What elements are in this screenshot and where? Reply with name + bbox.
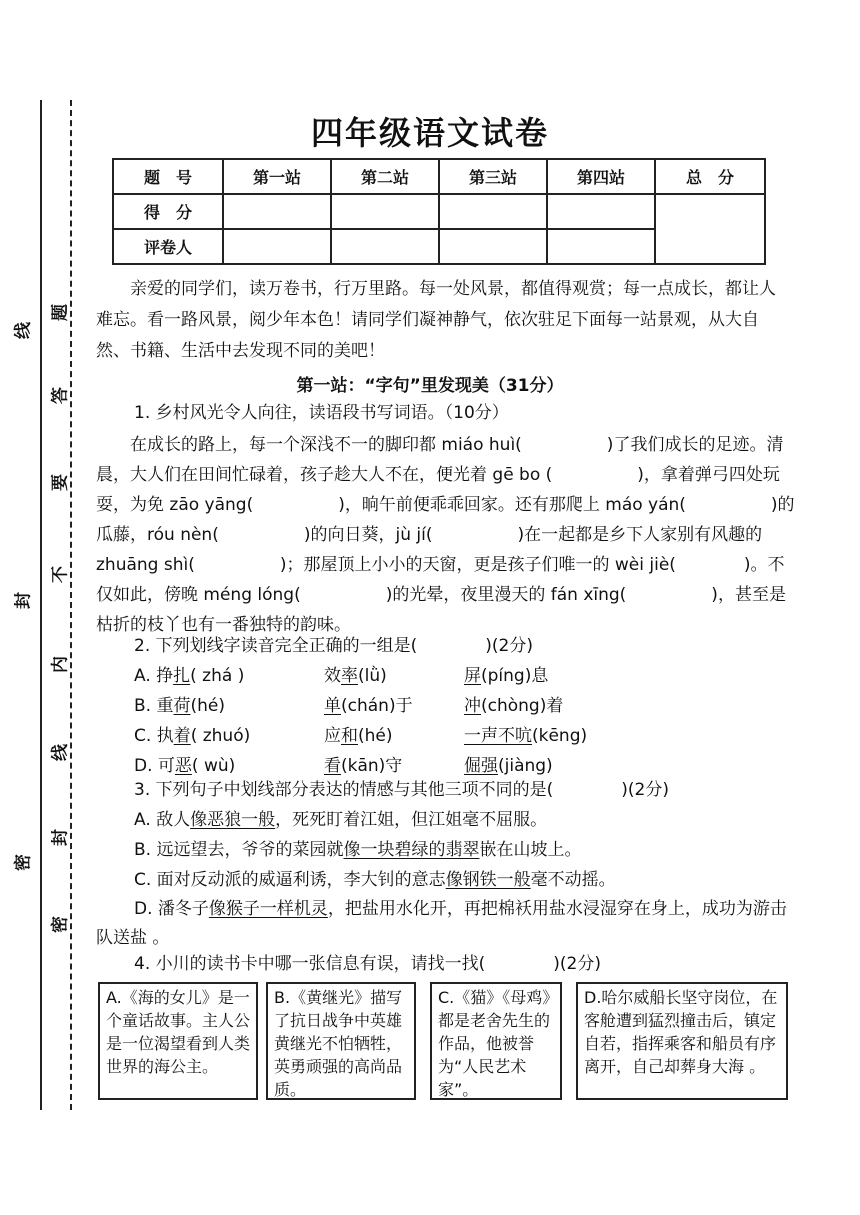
score-cell[interactable] <box>223 194 331 229</box>
table-row <box>113 194 765 229</box>
margin-char: 不 <box>50 566 71 583</box>
table-header-cell: 第四站 <box>547 159 655 194</box>
margin-char: 线 <box>13 322 34 339</box>
question-stem: 4. 小川的读书卡中哪一张信息有误，请找一找( )(2分) <box>134 954 601 974</box>
grader-cell[interactable] <box>223 229 331 264</box>
margin-char: 答 <box>50 387 71 404</box>
grader-cell[interactable] <box>331 229 439 264</box>
question-stem: 1. 乡村风光令人向往，读语段书写词语。（10分） <box>134 403 509 423</box>
table-header-cell: 第一站 <box>223 159 331 194</box>
grader-cell[interactable] <box>439 229 547 264</box>
margin-solid-line <box>40 100 42 1110</box>
grader-cell[interactable] <box>547 229 655 264</box>
margin-char: 要 <box>50 474 71 491</box>
question-4 <box>96 950 796 979</box>
question-2 <box>96 632 796 781</box>
margin-char: 封 <box>13 592 34 609</box>
margin-dashed-line <box>70 100 72 1110</box>
question-stem: 2. 下列划线字读音完全正确的一组是( )(2分) <box>134 636 533 656</box>
fill-in-paragraph: 在成长的路上，每一个深浅不一的脚印都 miáo huì( )了我们成长的足迹。清晨，大人们在田间忙碌着，孩子趁大人不在，便光着 gē bo ( )，拿着弹弓四处玩耍，为免 zāo yāng( )，晌午前便乖乖回家。还有那爬上 máo yán( )的瓜藤，róu nèn( )的向日葵，jù jí( )在一起都是乡下人家别有风趣的 zhuāng shì( )；那屋顶上小小的天窗，更是孩子们唯一的 wèi jiè( )。不仅如此，傍晚 méng lóng( )的光晕，夜里漫天的 fán xīng( )，甚至是枯折的枝丫也有一番独特的韵味。 <box>96 435 795 635</box>
reading-card-c[interactable]: C.《猫》《母鸡》都是老舍先生的作品，他被誉为“人民艺术家”。 <box>430 982 562 1100</box>
score-table <box>112 158 766 265</box>
margin-char: 题 <box>50 304 71 321</box>
reading-card-d[interactable]: D.哈尔威船长坚守岗位，在客舱遭到猛烈撞击后，镇定自若，指挥乘客和船员有序离开，自己却葬身大海 。 <box>576 982 788 1100</box>
table-header-cell: 第二站 <box>331 159 439 194</box>
question-3 <box>96 776 796 953</box>
section-title: 第一站：“字句”里发现美（31分） <box>296 376 564 396</box>
margin-char: 内 <box>50 656 71 673</box>
intro-paragraph: 亲爱的同学们，读万卷书，行万里路。每一处风景，都值得观赏；每一点成长，都让人难忘。看一路风景，阅少年本色！请同学们凝神静气，依次驻足下面每一站景观，从大自然、书籍、生活中去发现不同的美吧！ <box>96 279 776 361</box>
score-cell[interactable] <box>547 194 655 229</box>
option-a[interactable]: A. 挣扎( zhá ) 效率(lǜ) 屏(píng)息 <box>134 666 549 686</box>
table-header-cell: 题 号 <box>113 159 223 194</box>
question-1 <box>96 399 796 640</box>
table-header-cell: 第三站 <box>439 159 547 194</box>
margin-char: 封 <box>50 829 71 846</box>
score-cell[interactable] <box>331 194 439 229</box>
reading-card-b[interactable]: B.《黄继光》描写了抗日战争中英雄黄继光不怕牺牲，英勇顽强的高尚品质。 <box>266 982 416 1100</box>
margin-char: 密 <box>13 854 34 871</box>
reading-cards <box>98 982 788 1104</box>
margin-char: 线 <box>50 744 71 761</box>
option-b[interactable]: B. 重荷(hé) 单(chán)于 冲(chòng)着 <box>134 696 564 716</box>
total-score-cell[interactable] <box>655 194 765 264</box>
row-label: 得 分 <box>113 194 223 229</box>
option-c[interactable]: C. 面对反动派的威逼利诱，李大钊的意志像钢铁一般毫不动摇。 <box>134 870 616 890</box>
option-b[interactable]: B. 远远望去，爷爷的菜园就像一块碧绿的翡翠嵌在山坡上。 <box>134 840 582 860</box>
option-a[interactable]: A. 敌人像恶狼一般，死死盯着江姐，但江姐毫不屈服。 <box>134 810 548 830</box>
option-d[interactable]: D. 潘冬子像猴子一样机灵，把盐用水化开，再把棉袄用盐水浸湿穿在身上，成功为游击队送盐 。 <box>96 899 787 948</box>
score-cell[interactable] <box>439 194 547 229</box>
page-title: 四年级语文试卷 <box>310 114 549 152</box>
margin-char: 密 <box>50 916 71 933</box>
table-row <box>113 159 765 194</box>
table-header-cell: 总 分 <box>655 159 765 194</box>
option-c[interactable]: C. 执着( zhuó) 应和(hé) 一声不吭(kēng) <box>134 726 588 746</box>
option-d[interactable]: D. 可恶( wù) 看(kān)守 倔强(jiàng) <box>134 756 553 776</box>
reading-card-a[interactable]: A.《海的女儿》是一个童话故事。主人公是一位渴望看到人类世界的海公主。 <box>98 982 258 1100</box>
row-label: 评卷人 <box>113 229 223 264</box>
question-stem: 3. 下列句子中划线部分表达的情感与其他三项不同的是( )(2分) <box>134 780 669 800</box>
